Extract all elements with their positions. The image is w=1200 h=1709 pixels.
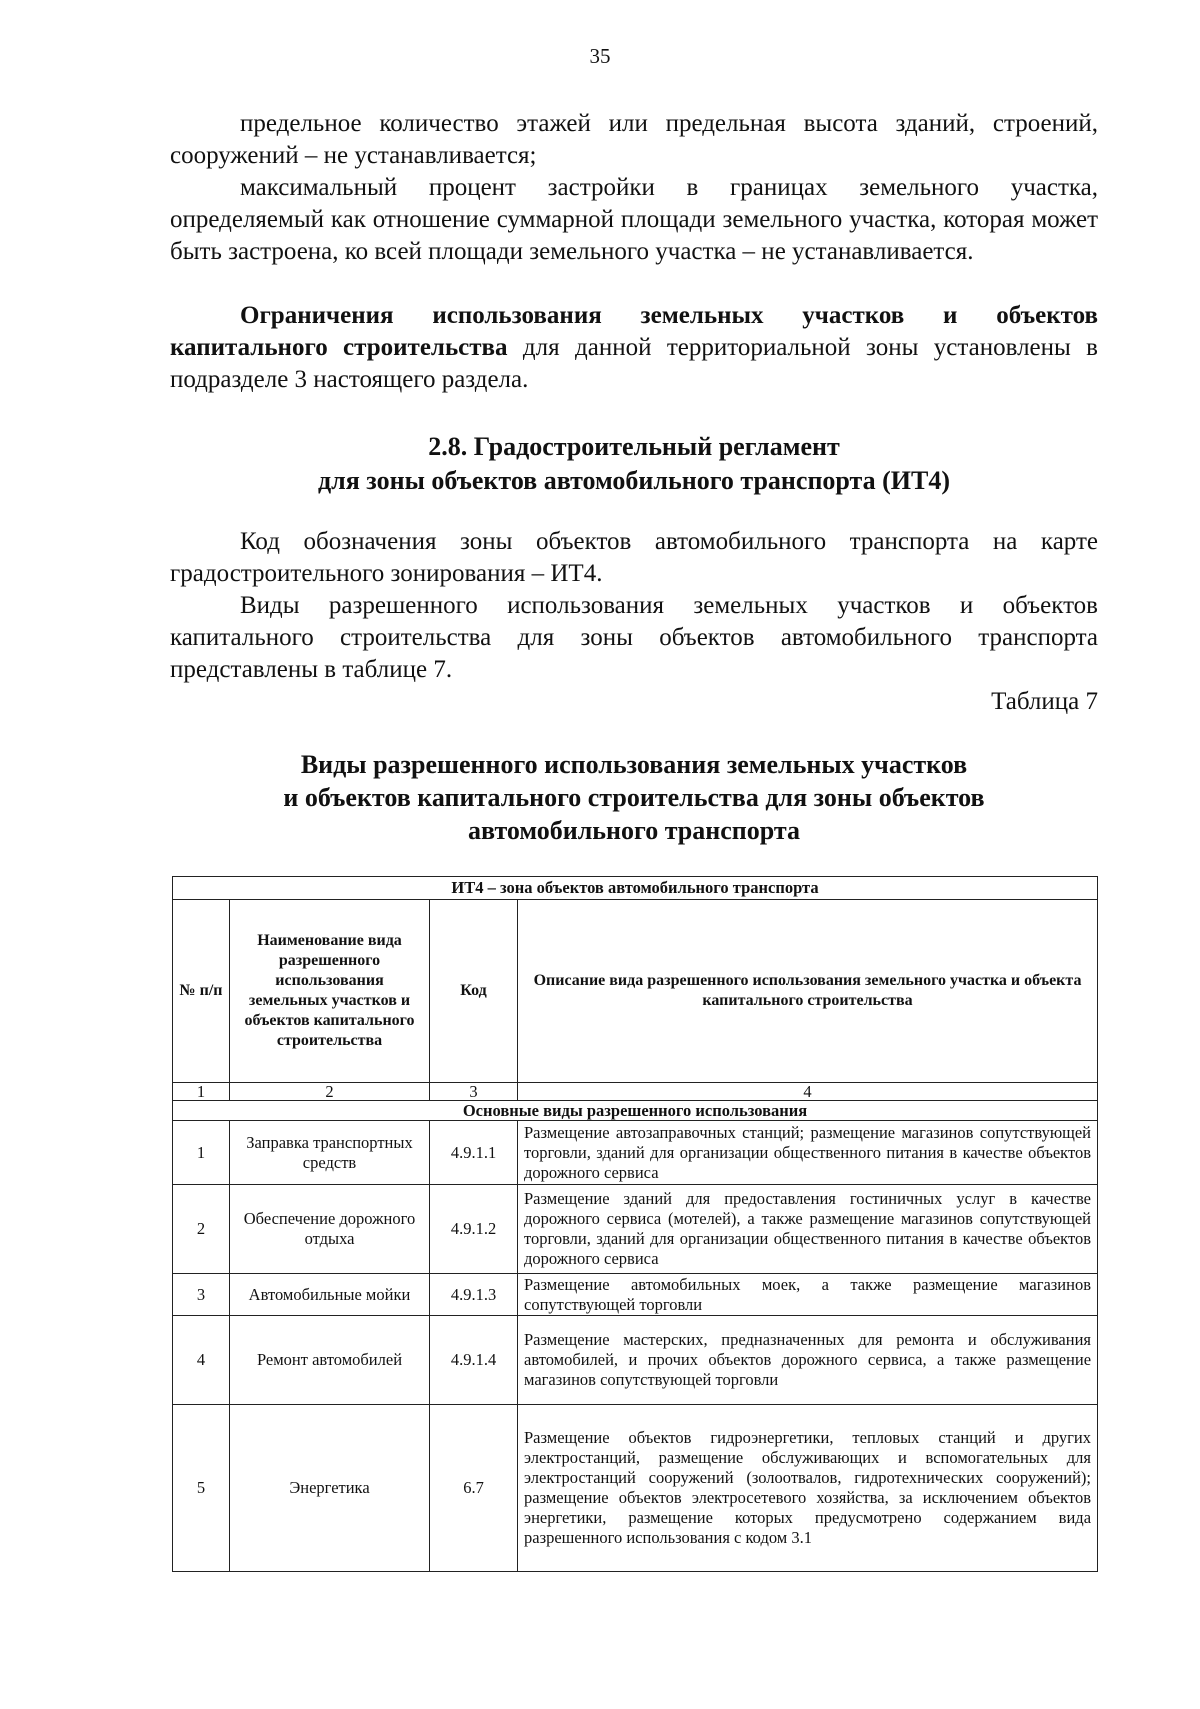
table-header-row xyxy=(173,900,1098,1083)
paragraph-floors: предельное количество этажей или предельная высота зданий, строений, сооружений – не устанавливается; xyxy=(170,110,1098,169)
table-row xyxy=(173,1405,1098,1572)
zone-paragraphs xyxy=(170,526,1098,686)
header-num: № п/п xyxy=(173,900,230,1083)
paragraph-permitted-uses: Виды разрешенного использования земельных участков и объектов капитального строительства для зоны объектов автомобильного транспорта представлены в таблице 7. xyxy=(170,592,1098,683)
restrictions-paragraph xyxy=(170,300,1098,396)
row-description: Размещение мастерских, предназначенных для ремонта и обслуживания автомобилей, и прочих объектов дорожного сервиса, а также размещение магазинов сопутствующей торговли xyxy=(518,1316,1098,1405)
table-title xyxy=(170,748,1098,847)
table-section-row xyxy=(173,1101,1098,1121)
table-row xyxy=(173,1121,1098,1185)
row-description: Размещение автомобильных моек, а также размещение магазинов сопутствующей торговли xyxy=(518,1274,1098,1316)
row-description: Размещение автозаправочных станций; размещение магазинов сопутствующей торговли, зданий для организации общественного питания в качестве объектов дорожного сервиса xyxy=(518,1121,1098,1185)
row-code: 4.9.1.3 xyxy=(430,1274,518,1316)
table-zone-row xyxy=(173,877,1098,900)
section-heading xyxy=(170,430,1098,498)
row-code: 4.9.1.1 xyxy=(430,1121,518,1185)
zone-label: ИТ4 – зона объектов автомобильного транспорта xyxy=(173,877,1098,900)
section-heading-line1: 2.8. Градостроительный регламент xyxy=(428,432,840,461)
table-title-line2: и объектов капитального строительства для зоны объектов xyxy=(283,783,985,812)
table-column-numbers-row xyxy=(173,1083,1098,1101)
table-title-line3: автомобильного транспорта xyxy=(468,816,800,845)
row-num: 1 xyxy=(173,1121,230,1185)
table-title-line1: Виды разрешенного использования земельных участков xyxy=(300,750,968,779)
header-code: Код xyxy=(430,900,518,1083)
row-description: Размещение зданий для предоставления гостиничных услуг в качестве дорожного сервиса (мотелей), а также размещение магазинов сопутствующей торговли, зданий для организации общественного питания в качестве объектов дорожного сервиса xyxy=(518,1185,1098,1274)
row-name: Обеспечение дорожного отдыха xyxy=(230,1185,430,1274)
row-description: Размещение объектов гидроэнергетики, тепловых станций и других электростанций, размещение обслуживающих и вспомогательных для электростанций сооружений (золоотвалов, гидротехнических сооружений); размещение объектов электросетевого хозяйства, за исключением объектов энергетики, размещение которых предусмотрено содержанием вида разрешенного использования с кодом 3.1 xyxy=(518,1405,1098,1572)
row-num: 4 xyxy=(173,1316,230,1405)
page-number: 35 xyxy=(589,44,611,68)
row-name: Энергетика xyxy=(230,1405,430,1572)
column-number: 1 xyxy=(173,1083,230,1101)
table-row xyxy=(173,1274,1098,1316)
column-number: 4 xyxy=(518,1083,1098,1101)
permitted-use-table xyxy=(172,876,1098,1572)
row-code: 4.9.1.4 xyxy=(430,1316,518,1405)
intro-paragraphs xyxy=(170,108,1098,268)
header-description: Описание вида разрешенного использования земельного участка и объекта капитального строительства xyxy=(518,900,1098,1083)
row-num: 5 xyxy=(173,1405,230,1572)
restrictions-bold: Ограничения использования земельных участков и объектов капитального строительства xyxy=(170,302,1098,361)
row-name: Заправка транспортных средств xyxy=(230,1121,430,1185)
row-name: Ремонт автомобилей xyxy=(230,1316,430,1405)
row-code: 6.7 xyxy=(430,1405,518,1572)
paragraph-zone-code: Код обозначения зоны объектов автомобильного транспорта на карте градостроительного зонирования – ИТ4. xyxy=(170,528,1098,587)
table-caption: Таблица 7 xyxy=(991,688,1098,715)
table-row xyxy=(173,1185,1098,1274)
table-row xyxy=(173,1316,1098,1405)
row-name: Автомобильные мойки xyxy=(230,1274,430,1316)
column-number: 2 xyxy=(230,1083,430,1101)
section-label: Основные виды разрешенного использования xyxy=(173,1101,1098,1121)
header-name: Наименование вида разрешенного использования земельных участков и объектов капитального строительства xyxy=(230,900,430,1083)
row-num: 3 xyxy=(173,1274,230,1316)
restrictions-rest: для данной территориальной зоны установлены в подразделе 3 настоящего раздела. xyxy=(170,334,1098,393)
row-num: 2 xyxy=(173,1185,230,1274)
column-number: 3 xyxy=(430,1083,518,1101)
row-code: 4.9.1.2 xyxy=(430,1185,518,1274)
paragraph-build-percent: максимальный процент застройки в границах земельного участка, определяемый как отношение суммарной площади земельного участка, которая может быть застроена, ко всей площади земельного участка – не устанавливается. xyxy=(170,174,1098,265)
section-heading-line2: для зоны объектов автомобильного транспорта (ИТ4) xyxy=(317,466,951,495)
